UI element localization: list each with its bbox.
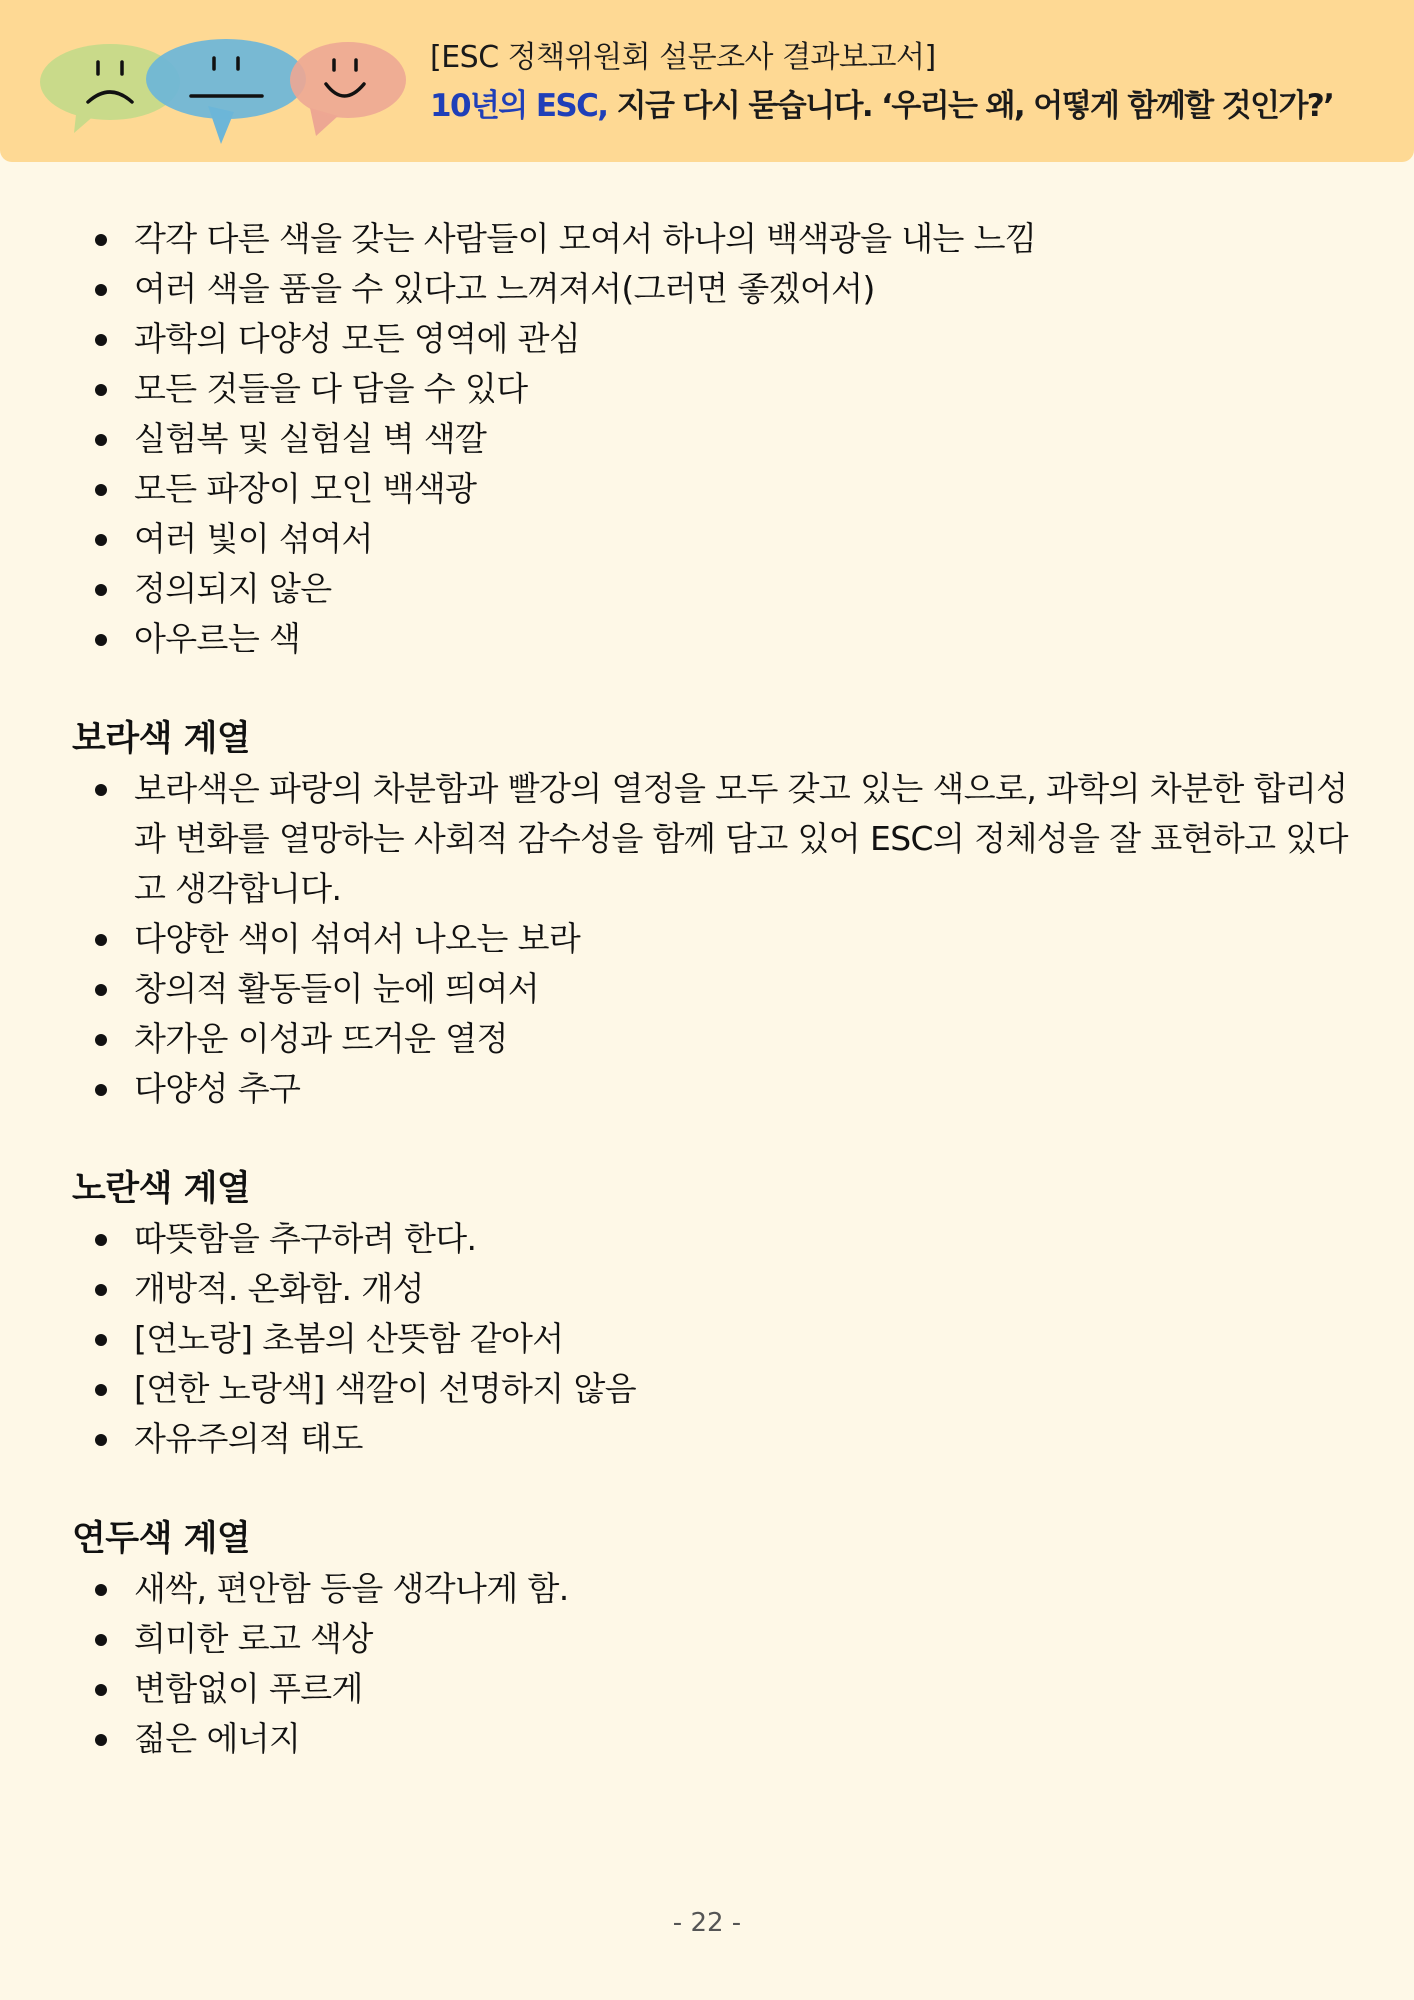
document-body xyxy=(72,214,1348,1814)
list-item: 실험복 및 실험실 벽 색깔 xyxy=(72,414,1348,464)
list-item: 보라색은 파랑의 차분함과 빨강의 열정을 모두 갖고 있는 색으로, 과학의 차분한 합리성과 변화를 열망하는 사회적 감수성을 함께 담고 있어 ESC의 정체성을 잘 표현하고 있다고 생각합니다. xyxy=(72,764,1348,914)
yellow-list xyxy=(72,1214,1348,1464)
section-title: 보라색 계열 xyxy=(72,719,251,759)
list-item: [연한 노랑색] 색깔이 선명하지 않음 xyxy=(72,1364,1348,1414)
list-item: 새싹, 편안함 등을 생각나게 함. xyxy=(72,1564,1348,1614)
intro-list xyxy=(72,214,1348,664)
list-item: 아우르는 색 xyxy=(72,614,1348,664)
list-item: 여러 빛이 섞여서 xyxy=(72,514,1348,564)
purple-list xyxy=(72,764,1348,1114)
list-item: 다양성 추구 xyxy=(72,1064,1348,1114)
report-title xyxy=(430,80,1333,125)
list-item: 차가운 이성과 뜨거운 열정 xyxy=(72,1014,1348,1064)
list-item: 자유주의적 태도 xyxy=(72,1414,1348,1464)
list-item: 따뜻함을 추구하려 한다. xyxy=(72,1214,1348,1264)
light-green-list xyxy=(72,1564,1348,1764)
list-item: 희미한 로고 색상 xyxy=(72,1614,1348,1664)
list-item: 창의적 활동들이 눈에 띄여서 xyxy=(72,964,1348,1014)
report-header xyxy=(0,0,1414,162)
page-number: - 22 - xyxy=(672,1908,742,1938)
section-title: 노란색 계열 xyxy=(72,1169,251,1209)
list-item: 개방적. 온화함. 개성 xyxy=(72,1264,1348,1314)
list-item: 모든 파장이 모인 백색광 xyxy=(72,464,1348,514)
light-green-section xyxy=(72,1514,1348,1764)
happy-face-icon xyxy=(290,42,406,136)
neutral-face-icon xyxy=(146,39,306,144)
report-subtitle: [ESC 정책위원회 설문조사 결과보고서] xyxy=(430,40,936,75)
section-title: 연두색 계열 xyxy=(72,1519,251,1559)
list-item: 젊은 에너지 xyxy=(72,1714,1348,1764)
yellow-section xyxy=(72,1164,1348,1464)
list-item: 다양한 색이 섞여서 나오는 보라 xyxy=(72,914,1348,964)
list-item: 각각 다른 색을 갖는 사람들이 모여서 하나의 백색광을 내는 느낌 xyxy=(72,214,1348,264)
report-title-accent: 10년의 ESC, xyxy=(430,88,608,124)
list-item: 변함없이 푸르게 xyxy=(72,1664,1348,1714)
intro-section xyxy=(72,214,1348,664)
report-title-rest: 지금 다시 묻습니다. ‘우리는 왜, 어떻게 함께할 것인가?’ xyxy=(607,88,1334,124)
list-item: 정의되지 않은 xyxy=(72,564,1348,614)
esc-speech-bubble-logo xyxy=(38,36,408,146)
list-item: 모든 것들을 다 담을 수 있다 xyxy=(72,364,1348,414)
list-item: [연노랑] 초봄의 산뜻함 같아서 xyxy=(72,1314,1348,1364)
list-item: 여러 색을 품을 수 있다고 느껴져서(그러면 좋겠어서) xyxy=(72,264,1348,314)
purple-section xyxy=(72,714,1348,1114)
list-item: 과학의 다양성 모든 영역에 관심 xyxy=(72,314,1348,364)
